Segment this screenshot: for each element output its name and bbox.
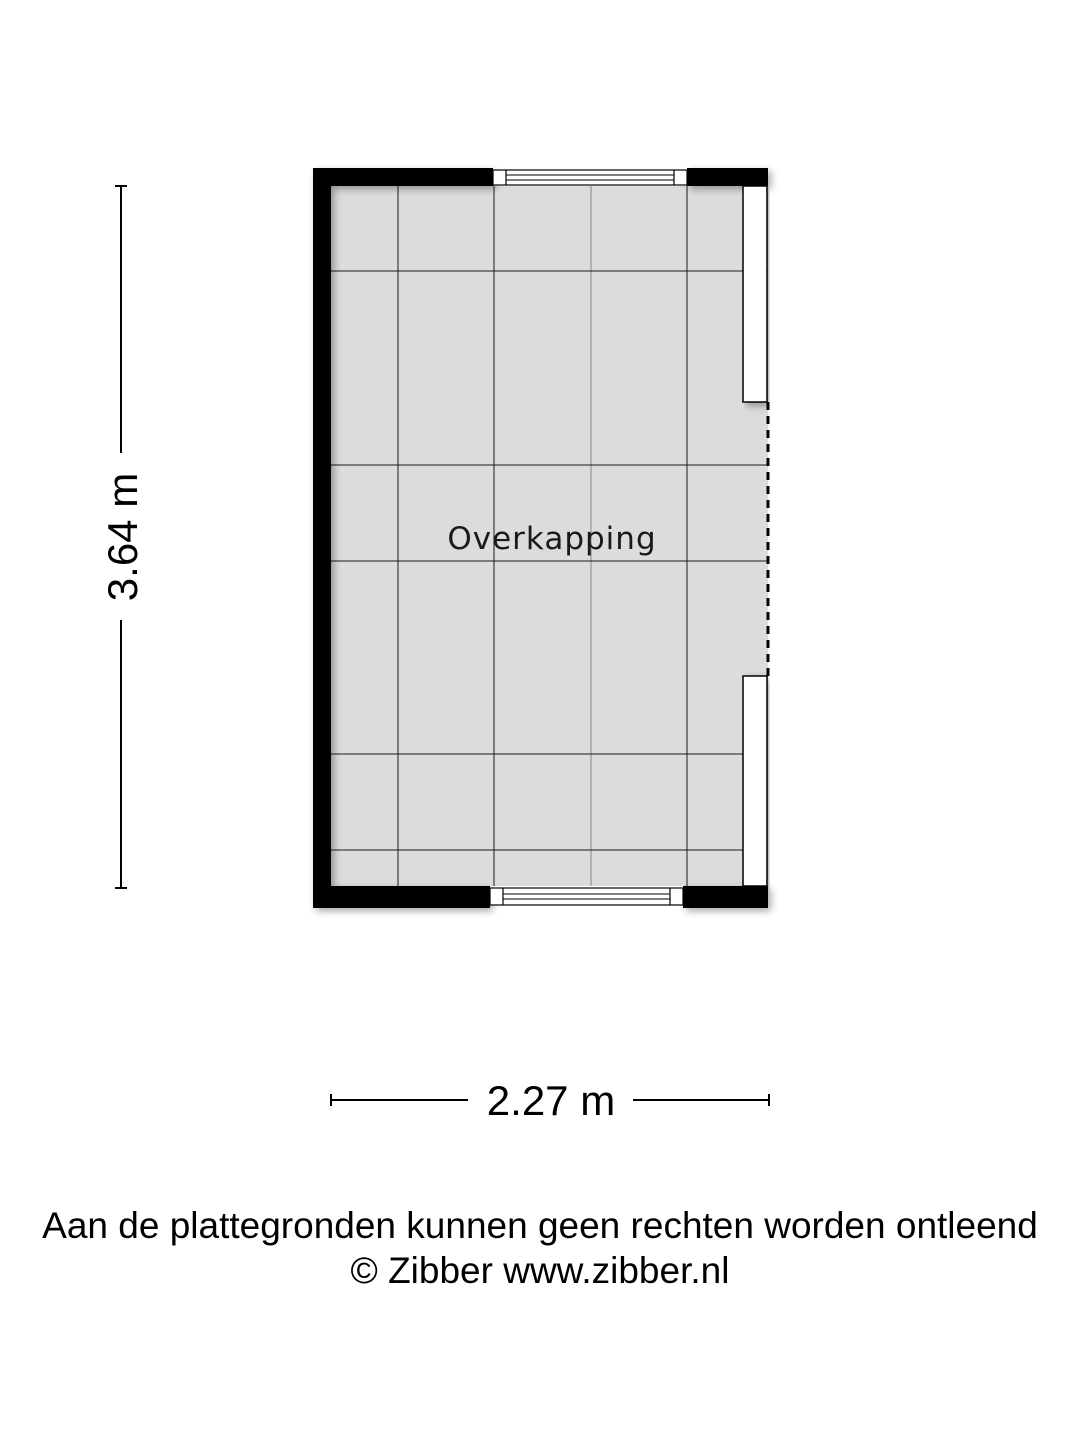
width-dimension-label: 2.27 m <box>486 1077 616 1124</box>
room-label: Overkapping <box>447 521 657 557</box>
right-wall-panel-upper <box>743 186 767 402</box>
window-bottom <box>490 888 683 905</box>
height-dimension-label: 3.64 m <box>99 472 146 602</box>
wall-top-right <box>687 168 768 186</box>
disclaimer-text: Aan de plattegronden kunnen geen rechten worden ontleend <box>42 1205 1038 1246</box>
copyright-text: © Zibber www.zibber.nl <box>350 1250 730 1291</box>
right-wall-panel-lower <box>743 676 767 886</box>
wall-bottom-right <box>683 886 768 908</box>
window-top <box>493 170 687 185</box>
wall-bottom-left <box>313 886 490 908</box>
wall-top-left <box>313 168 493 186</box>
wall-left <box>313 168 331 908</box>
